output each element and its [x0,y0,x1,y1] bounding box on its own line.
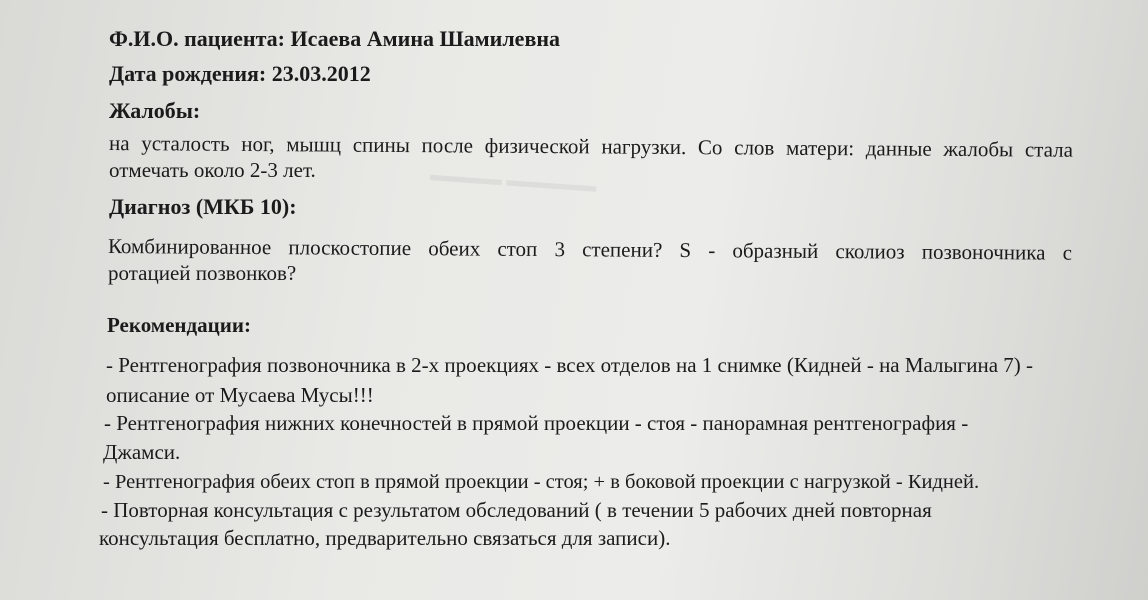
bleed-through-text: ▬▬▬▬ ▬▬▬▬▬ [429,164,598,196]
complaints-text-line-2: отмечать около 2-3 лет. [109,158,316,182]
patient-name: Исаева Амина Шамилевна [290,26,560,51]
recommendation-line-2: описание от Мусаева Мусы!!! [106,383,374,407]
recommendation-line-5: - Рентгенография обеих стоп в прямой проекции - стоя; + в боковой проекции с нагрузкой - Кидней. [103,471,980,493]
complaints-text-line-1: на усталость ног, мышц спины после физической нагрузки. Со слов матери: данные жалобы стала [108,131,1074,162]
recommendation-line-6: - Повторная консультация с результатом обследований ( в течении 5 рабочих дней повторная [101,498,932,522]
diagnosis-text-line-2: ротацией позвонков? [108,261,297,285]
recommendation-line-1: - Рентгенография позвоночника в 2-х проекциях - всех отделов на 1 снимке (Кидней - на Малыгина 7) - [106,353,1034,377]
birth-date: 23.03.2012 [271,61,371,86]
recommendation-line-3: - Рентгенография нижних конечностей в прямой проекции - стоя - панорамная рентгенография - [104,411,969,435]
patient-name-line [109,26,560,52]
recommendation-line-4: Джамси. [103,440,181,464]
birth-date-line [109,61,371,87]
recommendations-heading: Рекомендации: [107,313,251,337]
diagnosis-text-line-1: Комбинированное плоскостопие обеих стоп 3 степени? S - образный сколиоз позвоночника с [107,234,1073,265]
diagnosis-heading: Диагноз (МКБ 10): [109,194,297,219]
birth-label: Дата рождения: [109,61,267,86]
complaints-heading: Жалобы: [109,98,201,123]
patient-label: Ф.И.О. пациента: [109,26,285,51]
recommendation-line-7: консультация бесплатно, предварительно связаться для записи). [99,526,671,550]
